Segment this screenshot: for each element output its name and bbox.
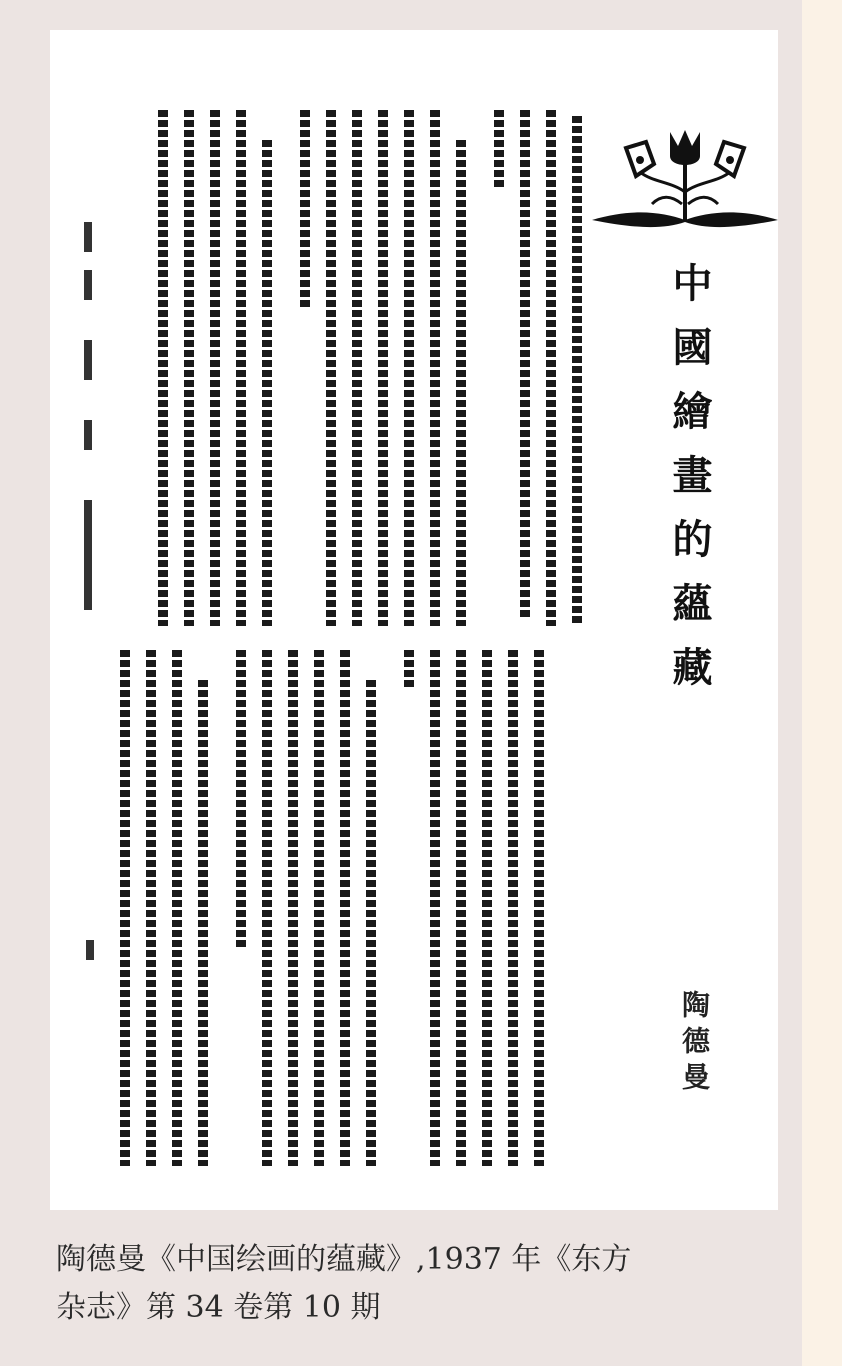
body-text-bottom-block — [110, 650, 550, 1170]
text-column — [158, 110, 168, 626]
text-column — [300, 110, 310, 310]
text-column — [508, 650, 518, 1166]
text-column — [404, 650, 414, 690]
text-column — [572, 116, 582, 626]
figure-caption — [56, 1236, 796, 1332]
text-column — [494, 110, 504, 190]
text-column — [172, 650, 182, 1166]
text-column — [236, 650, 246, 950]
page-number-mark — [86, 940, 94, 960]
body-text-top-block — [110, 110, 590, 630]
text-column — [120, 650, 130, 1166]
text-column — [534, 650, 544, 1166]
article-author: 陶德曼 — [678, 990, 711, 1098]
running-footer-mark — [84, 270, 92, 300]
text-column — [288, 650, 298, 1166]
running-footer-mark — [84, 222, 92, 252]
text-column — [404, 110, 414, 626]
text-column — [236, 110, 246, 626]
running-footer-mark — [84, 340, 92, 380]
floral-ornament-icon — [592, 112, 778, 252]
text-column — [326, 110, 336, 626]
text-column — [456, 650, 466, 1166]
text-column — [430, 650, 440, 1166]
text-column — [456, 140, 466, 626]
text-column — [430, 110, 440, 626]
caption-line-2: 杂志》第 34 卷第 10 期 — [56, 1290, 381, 1325]
text-column — [378, 110, 388, 626]
text-column — [314, 650, 324, 1166]
text-column — [482, 650, 492, 1166]
text-column — [198, 680, 208, 1166]
running-footer-mark — [84, 500, 92, 610]
right-margin-strip — [802, 0, 842, 1366]
caption-line-1: 陶德曼《中国绘画的蕴藏》,1937 年《东方 — [56, 1242, 632, 1277]
text-column — [340, 650, 350, 1166]
article-title: 中國繪畫的蘊藏 — [666, 262, 713, 710]
text-column — [520, 110, 530, 620]
running-footer-mark — [84, 420, 92, 450]
text-column — [352, 110, 362, 626]
text-column — [146, 650, 156, 1166]
text-column — [546, 110, 556, 626]
text-column — [184, 110, 194, 626]
text-column — [262, 140, 272, 626]
text-column — [210, 110, 220, 626]
text-column — [262, 650, 272, 1166]
text-column — [366, 680, 376, 1166]
